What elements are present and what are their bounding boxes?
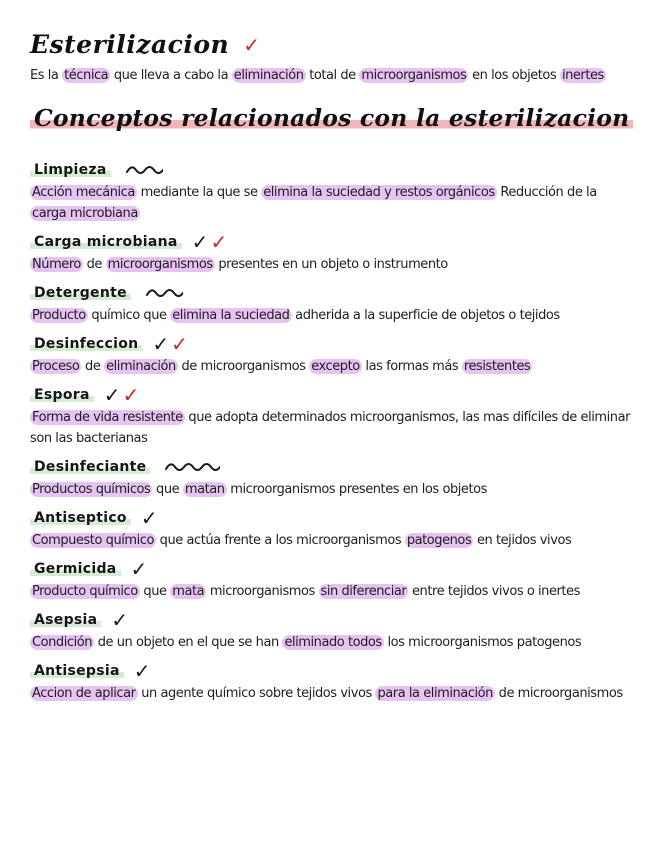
term-name: Detergente	[30, 285, 131, 301]
term-espora	[30, 383, 636, 449]
term-detergente	[30, 281, 636, 326]
term-carga-microbiana	[30, 230, 636, 275]
check-marks	[111, 610, 128, 630]
term-antisepsia	[30, 659, 636, 704]
highlighted-text: resistentes	[463, 359, 531, 374]
check-marks	[192, 232, 228, 252]
term-desinfeccion	[30, 332, 636, 377]
title-row	[30, 30, 260, 59]
text-segment: que adopta determinados microorganismos, las mas difíciles de eliminar son las bacterianas	[30, 410, 630, 446]
term-definition	[30, 305, 636, 326]
term-heading	[30, 608, 636, 632]
term-heading	[30, 383, 636, 407]
terms-list	[30, 158, 636, 710]
highlighted-text: Forma de vida resistente	[32, 410, 183, 425]
text-segment: microorganismos presentes en los objetos	[226, 482, 487, 497]
highlighted-text: Compuesto químico	[32, 533, 154, 548]
text-segment: en los objetos	[468, 68, 560, 83]
term-heading	[30, 506, 636, 530]
term-germicida	[30, 557, 636, 602]
highlighted-text: elimina la suciedad y restos orgánicos	[263, 185, 495, 200]
term-desinfectante	[30, 455, 636, 500]
red-check-icon: ✓	[243, 32, 260, 57]
term-definition	[30, 683, 636, 704]
highlighted-text: Acción mecánica	[32, 185, 135, 200]
highlighted-text: Condición	[32, 635, 93, 650]
black-check-icon: ✓	[133, 659, 151, 683]
text-segment: entre tejidos vivos o inertes	[408, 584, 580, 599]
term-heading	[30, 281, 636, 305]
text-segment: que lleva a cabo la	[110, 68, 232, 83]
highlighted-text: excepto	[311, 359, 360, 374]
term-definition	[30, 407, 636, 449]
highlighted-text: mata	[172, 584, 205, 599]
highlighted-text: matan	[184, 482, 225, 497]
text-segment: las formas más	[361, 359, 462, 374]
highlighted-text: elimina la suciedad	[172, 308, 290, 323]
text-segment: de microorganismos	[177, 359, 310, 374]
black-check-icon: ✓	[191, 230, 209, 254]
text-segment: en tejidos vivos	[473, 533, 572, 548]
term-name: Antisepsia	[30, 663, 124, 679]
highlighted-text: Accion de aplicar	[32, 686, 136, 701]
term-name: Antiseptico	[30, 510, 131, 526]
black-check-icon: ✓	[152, 332, 170, 356]
black-check-icon: ✓	[111, 608, 129, 632]
page-title: Esterilizacion	[30, 30, 230, 59]
text-segment: de	[81, 359, 105, 374]
text-segment: Es la	[30, 68, 63, 83]
term-definition	[30, 632, 636, 653]
term-name: Desinfeciante	[30, 459, 150, 475]
highlighted-text: microorganismos	[361, 68, 467, 83]
highlighted-text: inertes	[561, 68, 604, 83]
term-heading	[30, 659, 636, 683]
text-segment: de microorganismos	[494, 686, 623, 701]
check-marks	[152, 334, 188, 354]
term-heading	[30, 557, 636, 581]
text-segment: un agente químico sobre tejidos vivos	[137, 686, 376, 701]
highlighted-text: técnica	[64, 68, 109, 83]
highlighted-text: Proceso	[32, 359, 80, 374]
highlighted-text: Producto químico	[32, 584, 138, 599]
term-definition	[30, 254, 636, 275]
highlighted-text: para la eliminación	[377, 686, 493, 701]
section-title: Conceptos relacionados con la esterilizacion	[30, 104, 633, 132]
term-name: Asepsia	[30, 612, 101, 628]
check-marks	[134, 661, 151, 681]
text-segment: los microorganismos patogenos	[383, 635, 582, 650]
highlighted-text: Número	[32, 257, 81, 272]
term-heading	[30, 230, 636, 254]
term-definition	[30, 356, 636, 377]
term-name: Desinfeccion	[30, 336, 142, 352]
text-segment: mediante la que se	[136, 185, 262, 200]
highlighted-text: microorganismos	[107, 257, 213, 272]
term-heading	[30, 158, 636, 182]
black-check-icon: ✓	[130, 557, 148, 581]
text-segment: químico que	[87, 308, 171, 323]
text-segment: que actúa frente a los microorganismos	[155, 533, 405, 548]
term-limpieza	[30, 158, 636, 224]
highlighted-text: eliminación	[106, 359, 176, 374]
text-segment: adherida a la superficie de objetos o tejidos	[291, 308, 560, 323]
highlighted-text: patogenos	[406, 533, 472, 548]
term-name: Espora	[30, 387, 94, 403]
highlighted-text: Producto	[32, 308, 86, 323]
text-segment: de	[82, 257, 106, 272]
highlighted-text: carga microbiana	[32, 206, 138, 221]
term-definition	[30, 479, 636, 500]
text-segment: de un objeto en el que se han	[94, 635, 283, 650]
check-marks	[104, 385, 140, 405]
intro-definition	[30, 66, 630, 86]
squiggle-icon	[125, 163, 163, 177]
text-segment: microorganismos	[206, 584, 319, 599]
squiggle-icon	[164, 460, 220, 474]
term-name: Germicida	[30, 561, 121, 577]
text-segment: total de	[305, 68, 360, 83]
highlighted-text: eliminación	[233, 68, 304, 83]
term-heading	[30, 332, 636, 356]
black-check-icon: ✓	[140, 506, 158, 530]
squiggle-icon	[145, 286, 183, 300]
check-marks	[141, 508, 158, 528]
term-antiseptico	[30, 506, 636, 551]
term-definition	[30, 581, 636, 602]
red-check-icon: ✓	[210, 230, 228, 254]
term-asepsia	[30, 608, 636, 653]
black-check-icon: ✓	[103, 383, 121, 407]
highlighted-text: sin diferenciar	[320, 584, 407, 599]
term-name: Carga microbiana	[30, 234, 182, 250]
term-name: Limpieza	[30, 162, 111, 178]
text-segment: presentes en un objeto o instrumento	[214, 257, 448, 272]
red-check-icon: ✓	[122, 383, 140, 407]
term-heading	[30, 455, 636, 479]
highlighted-text: Productos químicos	[32, 482, 151, 497]
red-check-icon: ✓	[171, 332, 188, 356]
term-definition	[30, 182, 636, 224]
term-definition	[30, 530, 636, 551]
check-marks	[131, 559, 148, 579]
text-segment: Reducción de la	[496, 185, 597, 200]
text-segment: que	[152, 482, 183, 497]
highlighted-text: eliminado todos	[284, 635, 382, 650]
text-segment: que	[139, 584, 171, 599]
